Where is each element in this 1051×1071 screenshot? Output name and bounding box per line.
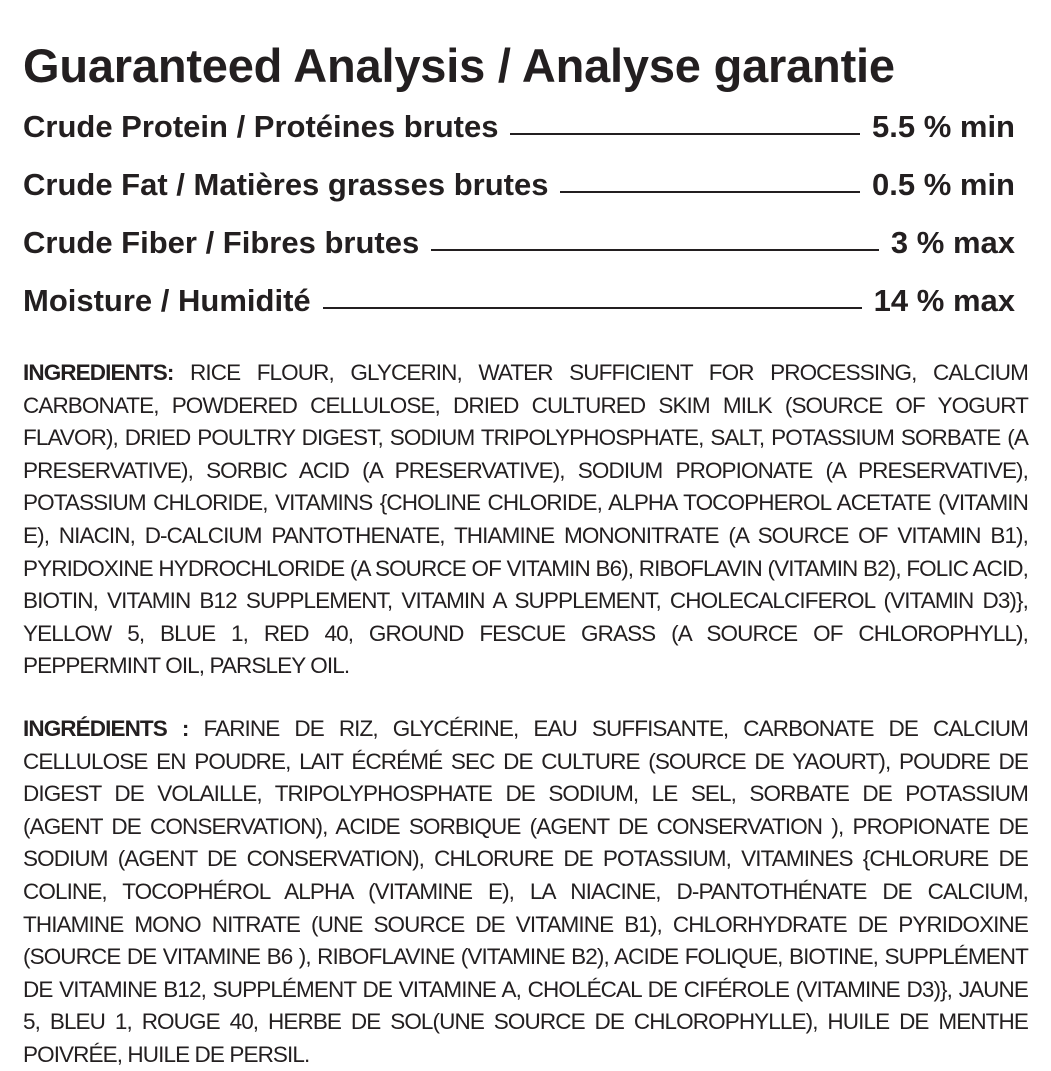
nutrition-label: [23, 34, 1028, 1071]
analysis-label: Crude Fiber / Fibres brutes: [23, 225, 420, 260]
analysis-label: Crude Protein / Protéines brutes: [23, 109, 499, 144]
analysis-value: 3 % max: [890, 225, 1015, 260]
analysis-label: Moisture / Humidité: [23, 283, 311, 318]
ingredients-english-heading: INGREDIENTS:: [23, 360, 174, 385]
leader-line: [560, 191, 860, 193]
analysis-value: 0.5 % min: [872, 167, 1015, 202]
analysis-label: Crude Fat / Matières grasses brutes: [23, 167, 549, 202]
page-title: Guaranteed Analysis / Analyse garantie: [23, 39, 895, 92]
analysis-row-moisture: [23, 272, 1028, 330]
ingredients-english: [23, 357, 1028, 683]
analysis-value: 14 % max: [873, 283, 1015, 318]
leader-line: [323, 307, 862, 309]
leader-line: [431, 249, 879, 251]
leader-line: [510, 133, 860, 135]
analysis-row-crude-fiber: [23, 214, 1028, 272]
guaranteed-analysis-table: [23, 98, 1028, 330]
ingredients-english-text: RICE FLOUR, GLYCERIN, WATER SUFFICIENT FOR PROCESSING, CALCIUM CARBONATE, POWDERED CELLULOSE, DRIED CULTURED SKIM MILK (SOURCE OF YOGURT FLAVOR), DRIED POULTRY DIGEST, SODIUM TRIPOLYPHOSPHATE, SALT, POTASSIUM SORBATE (A PRESERVATIVE), SORBIC ACID (A PRESERVATIVE), SODIUM PROPIONATE (A PRESERVATIVE), POTASSIUM CHLORIDE, VITAMINS {CHOLINE CHLORIDE, ALPHA TOCOPHEROL ACETATE (VITAMIN E), NIACIN, D-CALCIUM PANTOTHENATE, THIAMINE MONONITRATE (A SOURCE OF VITAMIN B1), PYRIDOXINE HYDROCHLORIDE (A SOURCE OF VITAMIN B6), RIBOFLAVIN (VITAMIN B2), FOLIC ACID, BIOTIN, VITAMIN B12 SUPPLEMENT, VITAMIN A SUPPLEMENT, CHOLECALCIFEROL (VITAMIN D3)}, YELLOW 5, BLUE 1, RED 40, GROUND FESCUE GRASS (A SOURCE OF CHLOROPHYLL), PEPPERMINT OIL, PARSLEY OIL.: [23, 360, 1028, 679]
analysis-value: 5.5 % min: [872, 109, 1015, 144]
analysis-row-crude-protein: [23, 98, 1028, 156]
ingredients-french-text: FARINE DE RIZ, GLYCÉRINE, EAU SUFFISANTE, CARBONATE DE CALCIUM CELLULOSE EN POUDRE, LAIT ÉCRÉMÉ SEC DE CULTURE (SOURCE DE YAOURT), POUDRE DE DIGEST DE VOLAILLE, TRIPOLYPHOSPHATE DE SODIUM, LE SEL, SORBATE DE POTASSIUM (AGENT DE CONSERVATION), ACIDE SORBIQUE (AGENT DE CONSERVATION ), PROPIONATE DE SODIUM (AGENT DE CONSERVATION), CHLORURE DE POTASSIUM, VITAMINES {CHLORURE DE COLINE, TOCOPHÉROL ALPHA (VITAMINE E), LA NIACINE, D-PANTOTHÉNATE DE CALCIUM, THIAMINE MONO NITRATE (UNE SOURCE DE VITAMINE B1), CHLORHYDRATE DE PYRIDOXINE (SOURCE DE VITAMINE B6 ), RIBOFLAVINE (VITAMINE B2), ACIDE FOLIQUE, BIOTINE, SUPPLÉMENT DE VITAMINE B12, SUPPLÉMENT DE VITAMINE A, CHOLÉCAL DE CIFÉROLE (VITAMINE D3)}, JAUNE 5, BLEU 1, ROUGE 40, HERBE DE SOL(UNE SOURCE DE CHLOROPHYLLE), HUILE DE MENTHE POIVRÉE, HUILE DE PERSIL.: [23, 715, 1028, 1067]
ingredients-french: [23, 713, 1028, 1071]
ingredients-french-heading: INGRÉDIENTS :: [23, 715, 189, 741]
analysis-row-crude-fat: [23, 156, 1028, 214]
